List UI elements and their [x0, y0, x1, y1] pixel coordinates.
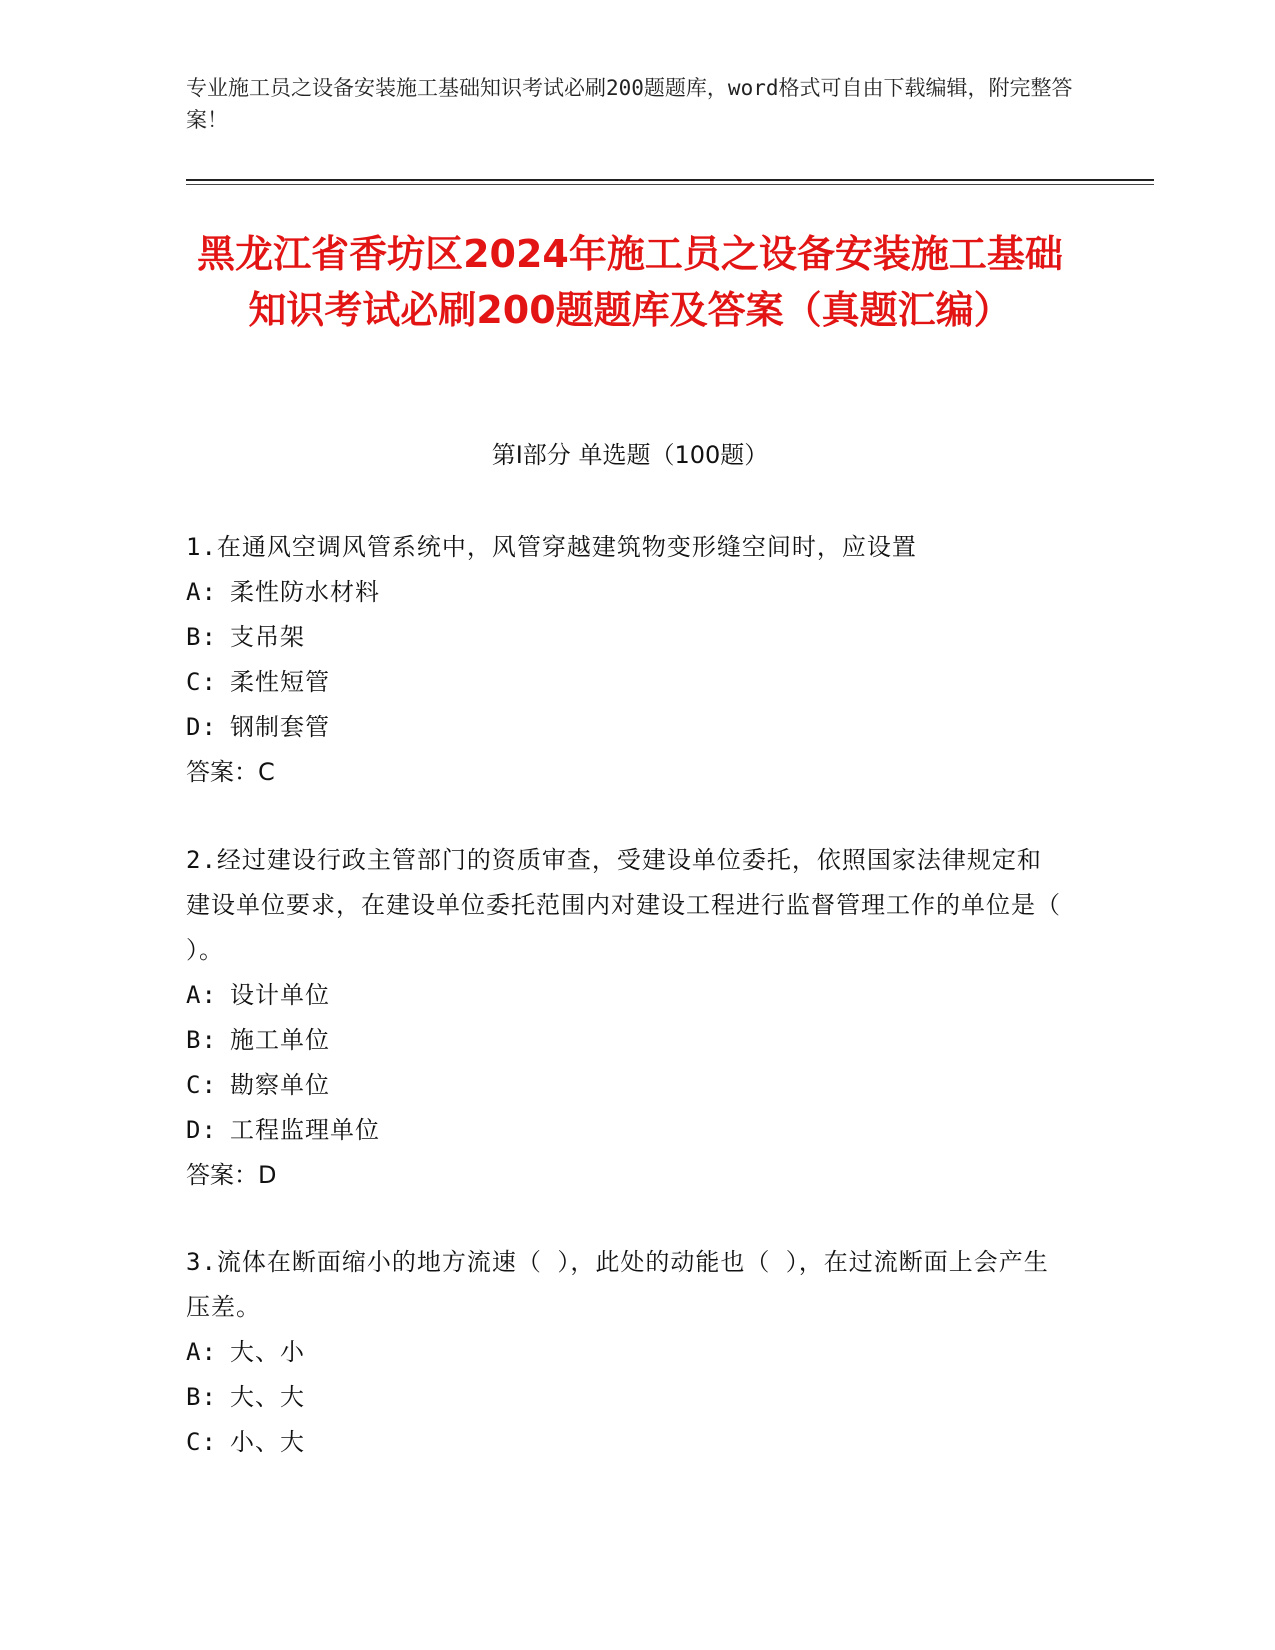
question-2	[186, 838, 1066, 1198]
option-key: B:	[186, 623, 217, 651]
option-d	[186, 1108, 1066, 1153]
option-text: 勘察单位	[230, 1071, 330, 1099]
option-key: A:	[186, 981, 217, 1009]
option-text: 大、小	[230, 1338, 305, 1366]
option-text: 设计单位	[230, 981, 330, 1009]
option-key: A:	[186, 1338, 217, 1366]
option-key: C:	[186, 1428, 217, 1456]
question-stem: 3.流体在断面缩小的地方流速（ ），此处的动能也（ ），在过流断面上会产生压差。	[186, 1248, 1049, 1321]
option-text: 施工单位	[230, 1026, 330, 1054]
option-b	[186, 1018, 1066, 1063]
option-b	[186, 1375, 1066, 1420]
option-c	[186, 1420, 1066, 1465]
question-stem: 1.在通风空调风管系统中，风管穿越建筑物变形缝空间时，应设置	[186, 533, 917, 561]
header-divider-thin	[186, 184, 1154, 185]
question-1	[186, 525, 1066, 795]
option-key: B:	[186, 1383, 217, 1411]
option-text: 小、大	[230, 1428, 305, 1456]
answer-line: 答案：C	[186, 758, 275, 786]
option-text: 柔性防水材料	[230, 578, 380, 606]
option-a	[186, 570, 1066, 615]
document-title: 黑龙江省香坊区2024年施工员之设备安装施工基础知识考试必刷200题题库及答案（真题汇编）	[197, 232, 1063, 332]
option-b	[186, 615, 1066, 660]
option-key: B:	[186, 1026, 217, 1054]
option-text: 大、大	[230, 1383, 305, 1411]
option-text: 柔性短管	[230, 668, 330, 696]
option-text: 支吊架	[230, 623, 305, 651]
header-note: 专业施工员之设备安装施工基础知识考试必刷200题题库，word格式可自由下载编辑，附完整答案！	[186, 76, 1073, 132]
answer-line: 答案：D	[186, 1161, 277, 1189]
option-key: C:	[186, 668, 217, 696]
option-text: 工程监理单位	[230, 1116, 380, 1144]
option-key: A:	[186, 578, 217, 606]
question-stem: 2.经过建设行政主管部门的资质审查，受建设单位委托，依照国家法律规定和建设单位要求，在建设单位委托范围内对建设工程进行监督管理工作的单位是（ ）。	[186, 846, 1061, 964]
option-a	[186, 1330, 1066, 1375]
section-heading: 第Ⅰ部分 单选题（100题）	[491, 441, 769, 469]
option-d	[186, 705, 1066, 750]
option-key: D:	[186, 713, 217, 741]
option-a	[186, 973, 1066, 1018]
option-text: 钢制套管	[230, 713, 330, 741]
option-key: C:	[186, 1071, 217, 1099]
option-c	[186, 660, 1066, 705]
header-divider-thick	[186, 179, 1154, 181]
option-key: D:	[186, 1116, 217, 1144]
question-3	[186, 1240, 1066, 1465]
option-c	[186, 1063, 1066, 1108]
